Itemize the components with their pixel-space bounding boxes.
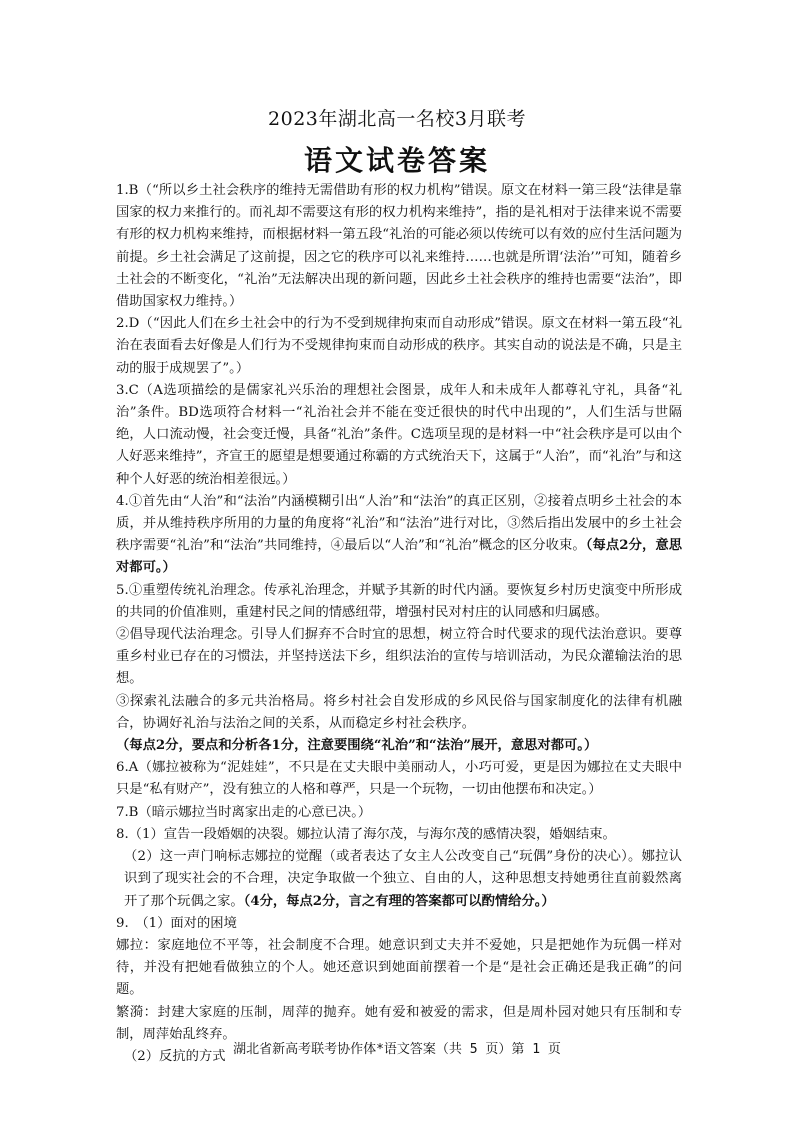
paragraph-text: 2.D（“因此人们在乡土社会中的行为不受到规律拘束而自动形成”错误。原文在材料一第五段“礼治在表面看去好像是人们行为不受规律拘束而自动形成的秩序。其实自动的说法是不确，只是主动的服于成规罢了”。） (116, 316, 682, 376)
paragraph-text: 1.B（“所以乡土社会秩序的维持无需借助有形的权力机构”错误。原文在材料一第三段“法律是靠国家的权力来推行的。而礼却不需要这有形的权力机构来维持”，指的是礼相对于法律来说不需要有形的权力机构来维持，而根据材料一第五段“礼治的可能必须以传统可以有效的应付生活问题为前提。乡土社会满足了这前提，因之它的秩序可以礼来维持……也就是所谓‘法治’”可知，随着乡土社会的不断变化，“礼治”无法解决出现的新问题，因此乡土社会秩序的维持也需要“法治”，即借助国家权力维持。） (116, 183, 682, 310)
answer-paragraph (116, 180, 682, 313)
paragraph-text: （每点2分，要点和分析各1分，注意要围绕“礼治”和“法治”展开，意思对都可。） (116, 738, 598, 754)
page-footer: 湖北省新高考联考协作体*语文答案（共 5 页）第 1 页 (233, 1042, 561, 1057)
paragraph-text: 4.①首先由“人治”和“法治”内涵模糊引出“人治”和“法治”的真正区别，②接着点明乡土社会的本质，并从维持秩序所用的力量的角度将“礼治”和“法治”进行对比，③然后指出发展中的乡土社会秩序需要“礼治”和“法治”共同维持，④最后以“人治”和“礼治”概念的区分收束。 (116, 493, 682, 554)
answer-paragraph (116, 580, 682, 624)
paragraph-text: ③探索礼法融合的多元共治格局。将乡村社会自发形成的乡风民俗与国家制度化的法律有机融合，协调好礼治与法治之间的关系，从而稳定乡村社会秩序。 (116, 693, 682, 731)
answer-paragraph (116, 624, 682, 691)
answer-paragraph (116, 846, 682, 913)
answer-paragraph (116, 757, 682, 801)
document-title: 语文试卷答案 (303, 144, 490, 177)
answer-paragraph (116, 802, 682, 824)
paragraph-text: 繁漪：封建大家庭的压制，周萍的抛弃。她有爱和被爱的需求，但是周朴园对她只有压制和专制，周萍始乱终弃。 (116, 1004, 682, 1042)
paragraph-text: 5.①重塑传统礼治理念。传承礼治理念，并赋予其新的时代内涵。要恢复乡村历史演变中所形成的共同的价值准则，重建村民之间的情感纽带，增强村民对村庄的认同感和归属感。 (116, 582, 682, 620)
paragraph-text: 8.（1）宣告一段婚姻的决裂。娜拉认清了海尔茂，与海尔茂的感情决裂，婚姻结束。 (116, 826, 616, 842)
scoring-note: （每点2分，意思对都可。） (116, 538, 682, 576)
answer-paragraph (116, 935, 682, 1002)
paragraph-text: 9. （1）面对的困境 (116, 915, 237, 931)
answer-paragraph (116, 380, 682, 491)
answer-paragraph (116, 735, 682, 757)
answer-paragraph (116, 824, 682, 846)
paragraph-text: ②倡导现代法治理念。引导人们摒弃不合时宜的思想，树立符合时代要求的现代法治意识。要尊重乡村业已存在的习惯法，并坚持送法下乡，组织法治的宣传与培训活动，为民众灌输法治的思想。 (116, 627, 682, 687)
answer-content (116, 180, 682, 1068)
page-header (0, 104, 794, 179)
paragraph-text: 6.A（娜拉被称为“泥娃娃”，不只是在丈夫眼中美丽动人，小巧可爱，更是因为娜拉在丈夫眼中只是“私有财产”，没有独立的人格和尊严，只是一个玩物，一切由他摆布和决定。） (116, 760, 682, 798)
paragraph-text: （2）反抗的方式 (124, 1048, 226, 1064)
answer-paragraph (116, 313, 682, 380)
paragraph-text: 娜拉：家庭地位不平等，社会制度不合理。她意识到丈夫并不爱她，只是把她作为玩偶一样对待，并没有把她看做独立的个人。她还意识到她面前摆着一个是“是社会正确还是我正确”的问题。 (116, 937, 682, 998)
scoring-note: （4分，每点2分，言之有理的答案都可以酌情给分。） (243, 893, 555, 909)
paragraph-text: 7.B（暗示娜拉当时离家出走的心意已决。） (116, 804, 372, 820)
answer-paragraph (116, 491, 682, 580)
answer-paragraph (116, 913, 682, 935)
answer-paragraph (116, 691, 682, 735)
paragraph-text: 3.C（A选项描绘的是儒家礼兴乐治的理想社会图景，成年人和未成年人都尊礼守礼，具备“礼治”条件。BD选项符合材料一“礼治社会并不能在变迁很快的时代中出现的”，人们生活与世隔绝，人口流动慢，社会变迁慢，具备“礼治”条件。C选项呈现的是材料一中“社会秩序是可以由个人好恶来维持”，齐宣王的愿望是想要通过称霸的方式统治天下，这属于“人治”，而“礼治”与和这种个人好恶的统治相差很远。） (116, 382, 682, 487)
paragraph-text: （2）这一声门响标志娜拉的觉醒（或者表达了女主人公改变自己“玩偶”身份的决心）。娜拉认识到了现实社会的不合理，决定争取做一个独立、自由的人，这种思想支持她勇往直前毅然离开了那个玩偶之家。 (124, 849, 682, 909)
exam-title: 2023年湖北高一名校3月联考 (268, 108, 526, 130)
